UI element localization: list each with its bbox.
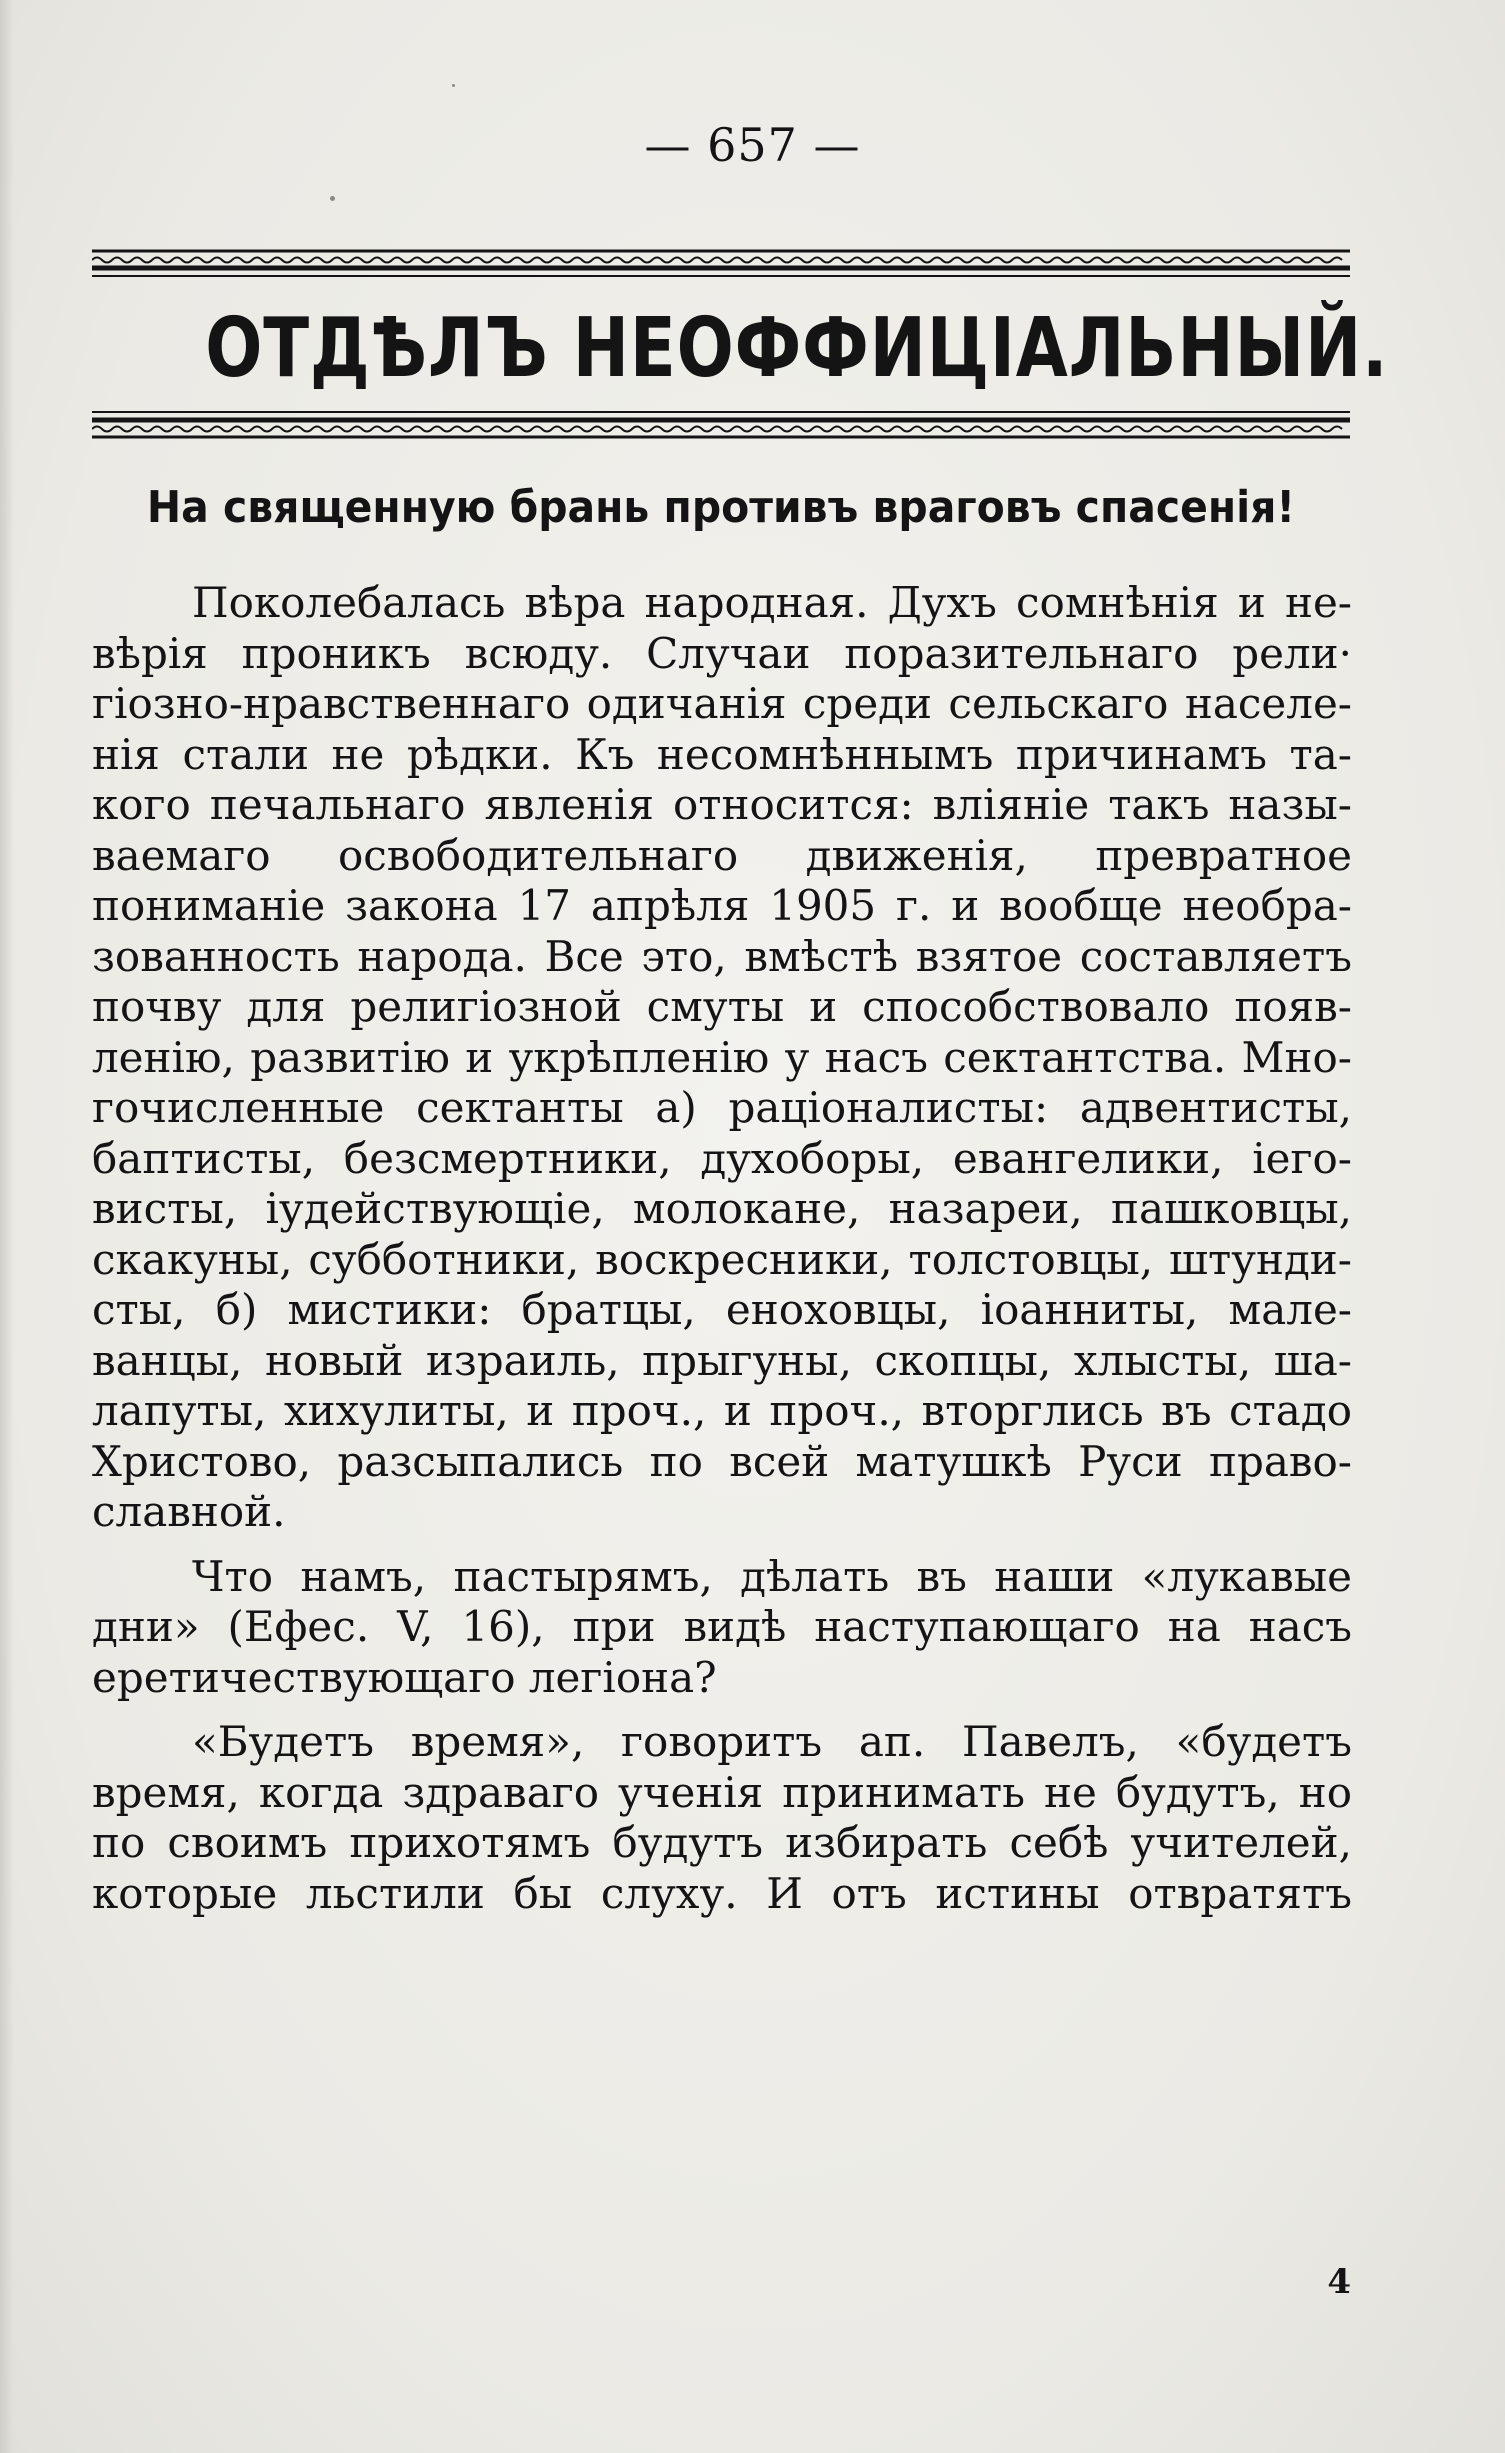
text-line: гіозно-нравственнаго одичанія среди сельскаго населе- xyxy=(92,679,1352,728)
text-line: по своимъ прихотямъ будутъ избирать себѣ учителей, xyxy=(92,1818,1352,1867)
text-line: баптисты, безсмертники, духоборы, евангелики, іего- xyxy=(92,1133,1352,1183)
text-line: кого печальнаго явленія относится: вліяніе такъ назы- xyxy=(92,780,1352,829)
text-line: нія стали не рѣдки. Къ несомнѣннымъ причинамъ та- xyxy=(92,729,1352,779)
text-line: Христово, разсыпались по всей матушкѣ Руси право- xyxy=(92,1436,1352,1486)
bottom-ornamental-rule xyxy=(92,408,1350,440)
text-line: вѣрія проникъ всюду. Случаи поразительнаго рели· xyxy=(92,628,1352,678)
signature-mark: 4 xyxy=(1327,2262,1351,2302)
text-line: Что намъ, пастырямъ, дѣлать въ наши «лукавые xyxy=(192,1551,1352,1601)
text-line: сты, б) мистики: братцы, еноховцы, іоанниты, мале- xyxy=(92,1285,1352,1334)
paragraph-3 xyxy=(92,1717,1352,1919)
text-line: скакуны, субботники, воскресники, толстовцы, штунди- xyxy=(92,1234,1352,1284)
article-body xyxy=(92,578,1352,1919)
text-line: «Будетъ время», говоритъ ап. Павелъ, «будетъ xyxy=(192,1717,1352,1766)
text-line: которые льстили бы слуху. И отъ истины отвратятъ xyxy=(92,1868,1352,1918)
text-line: лапуты, хихулиты, и проч., и проч., вторглись въ стадо xyxy=(92,1386,1352,1435)
text-line: время, когда здраваго ученія принимать не будутъ, но xyxy=(92,1767,1352,1817)
text-line: почву для религіозной смуты и способствовало появ- xyxy=(92,982,1352,1031)
page-shadow-edge xyxy=(0,0,14,2453)
top-ornamental-rule xyxy=(92,248,1350,282)
page-number: — 657 — xyxy=(644,118,861,172)
text-line: гочисленные сектанты а) раціоналисты: адвентисты, xyxy=(92,1083,1352,1132)
section-title: ОТДѢЛЪ НЕОФФИЦІАЛЬНЫЙ. xyxy=(205,301,1389,396)
text-line: ванцы, новый израиль, прыгуны, скопцы, хлысты, ша- xyxy=(92,1335,1352,1385)
text-line: Поколебалась вѣра народная. Духъ сомнѣнія и не- xyxy=(192,578,1352,627)
text-line: зованность народа. Все это, вмѣстѣ взятое составляетъ xyxy=(92,931,1352,981)
text-line: еретичествующаго легіона? xyxy=(92,1652,717,1702)
article-title: На священную брань противъ враговъ спасенія! xyxy=(146,482,1296,533)
text-line: славной. xyxy=(92,1487,286,1536)
text-line: пониманіе закона 17 апрѣля 1905 г. и вообще необра- xyxy=(92,881,1352,930)
text-line: висты, іудействующіе, молокане, назареи, пашковцы, xyxy=(92,1184,1352,1233)
paragraph-1 xyxy=(92,578,1352,1538)
text-line: дни» (Ефес. V, 16), при видѣ наступающаго на насъ xyxy=(92,1602,1352,1651)
text-line: ленію, развитію и укрѣпленію у насъ сектантства. Мно- xyxy=(92,1032,1352,1082)
text-line: ваемаго освободительнаго движенія, превратное xyxy=(92,830,1352,880)
paragraph-2 xyxy=(92,1552,1352,1704)
speck xyxy=(452,84,455,87)
speck xyxy=(330,196,335,201)
